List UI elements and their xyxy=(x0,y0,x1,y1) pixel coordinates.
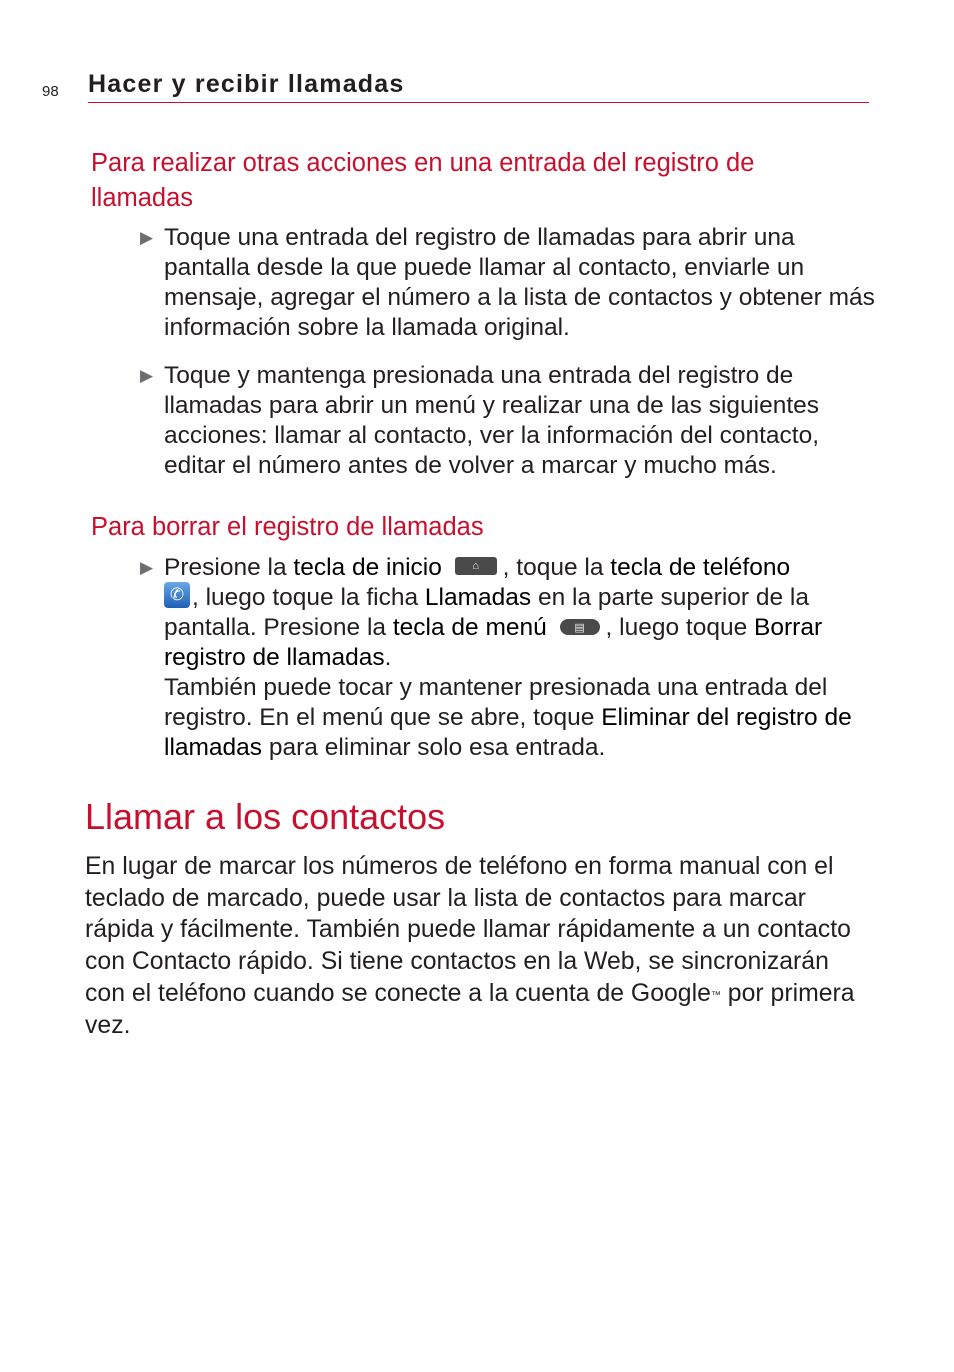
subheading-other-actions: Para realizar otras acciones en una entrada del registro de llamadas xyxy=(91,149,755,212)
delete-entry-option: Eliminar del registro de llamadas xyxy=(164,704,852,761)
right-triangle-icon: ▶ xyxy=(140,228,154,247)
phone-key-term: tecla de teléfono xyxy=(610,554,791,581)
bullet-text: Toque una entrada del registro de llamadas para abrir una pantalla desde la que puede llamar al contacto, enviarle un mensaje, agregar el número a la lista de contactos y obtener más información sobre la llamada original. xyxy=(164,224,875,341)
trademark-symbol: ™ xyxy=(710,989,721,1001)
subheading-clear-log: Para borrar el registro de llamadas xyxy=(91,513,484,541)
calls-tab-term: Llamadas xyxy=(424,584,532,611)
menu-key-icon: ▤ xyxy=(560,619,600,635)
page-number: 98 xyxy=(42,83,59,100)
menu-key-term: tecla de menú xyxy=(392,614,547,641)
right-triangle-icon: ▶ xyxy=(140,366,154,385)
bullet-open-entry xyxy=(140,223,875,343)
clear-log-instructions: Presione la tecla de inicio ⌂ , toque la tecla de teléfono ✆ , luego toque la ficha Llamadas en la parte superior de la pantalla. Presione la tecla de menú ▤ , luego toque Borrar registro de llamadas. También puede tocar y mantener presionada una entrada del registro. En el menú que se abre, toque Eliminar del registro de llamadas para eliminar solo esa entrada. xyxy=(164,554,852,761)
clear-log-option: Borrar registro de llamadas xyxy=(164,614,823,671)
page-header-title: Hacer y recibir llamadas xyxy=(88,70,405,98)
header-divider xyxy=(88,102,869,103)
bullet-text: Toque y mantenga presionada una entrada del registro de llamadas para abrir un menú y realizar una de las siguientes acciones: llamar al contacto, ver la información del contacto, editar el número antes de volver a marcar y mucho más. xyxy=(164,362,820,479)
home-key-term: tecla de inicio xyxy=(293,554,442,581)
contacts-paragraph: En lugar de marcar los números de teléfono en forma manual con el teclado de marcado, puede usar la lista de contactos para marcar rápida y fácilmente. También puede llamar rápidamente a un contacto con Contacto rápido. Si tiene contactos en la Web, se sincronizarán con el teléfono cuando se conecte a la cuenta de Google™ por primera vez. xyxy=(85,853,855,1039)
bullet-clear-log xyxy=(140,553,875,763)
home-key-icon: ⌂ xyxy=(455,557,497,575)
phone-app-icon: ✆ xyxy=(164,582,190,608)
right-triangle-icon: ▶ xyxy=(140,558,154,577)
bullet-long-press-entry xyxy=(140,361,875,481)
section-title: Llamar a los contactos xyxy=(85,796,446,837)
